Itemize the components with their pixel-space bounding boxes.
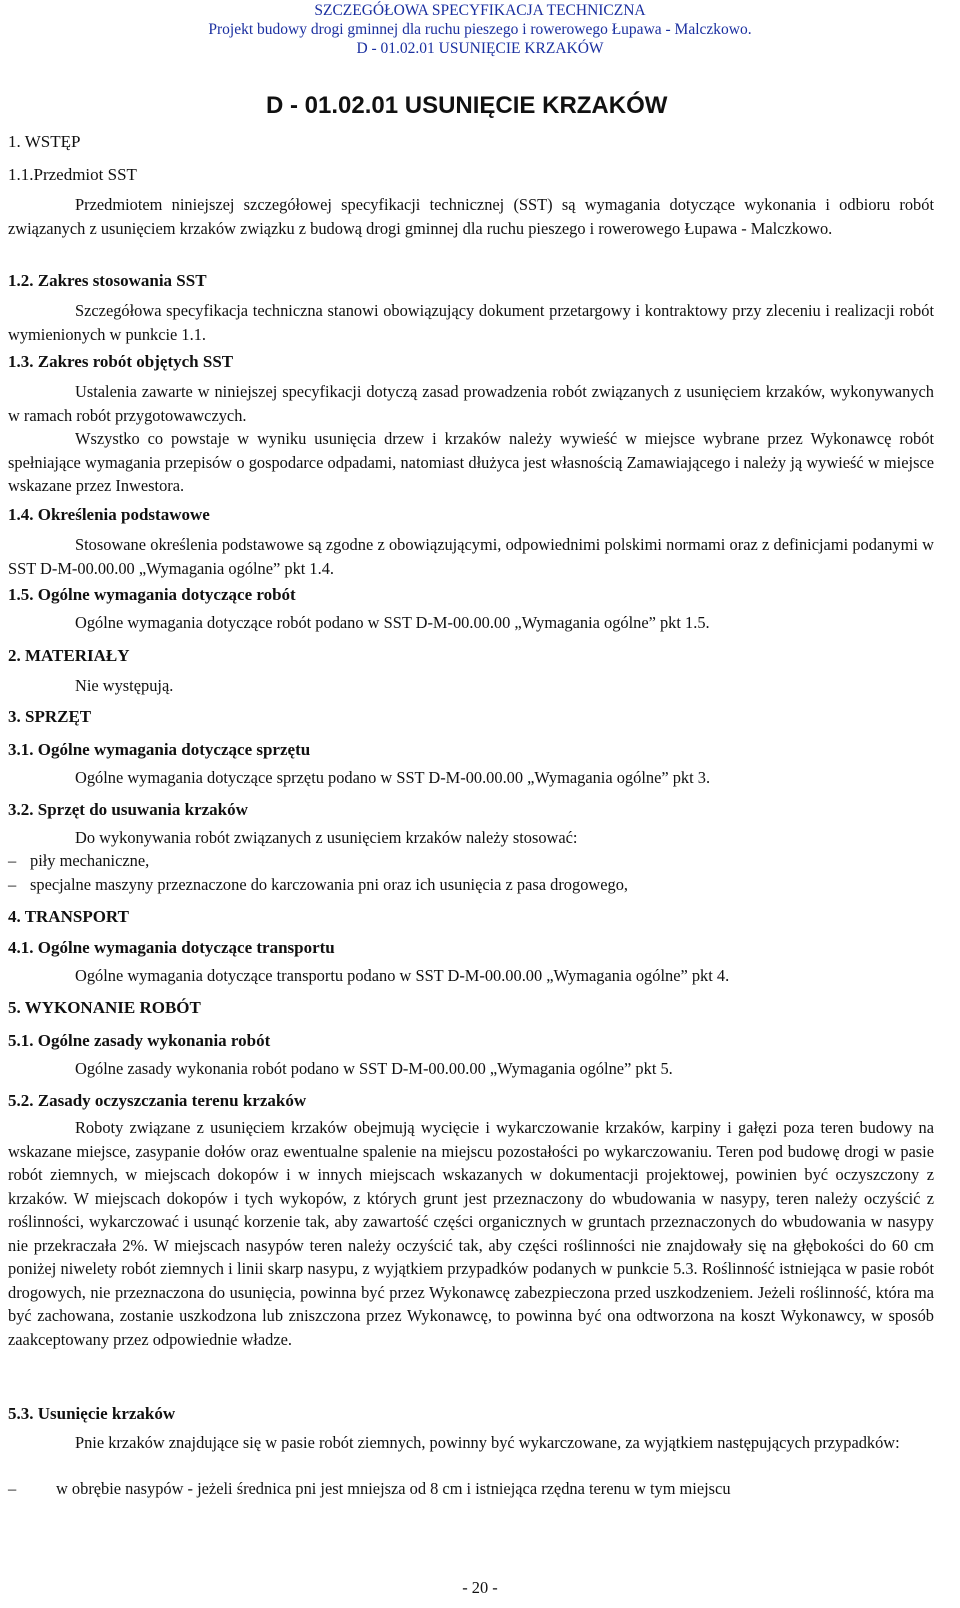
section-1-5-text: Ogólne wymagania dotyczące robót podano w SST D-M-00.00.00 „Wymagania ogólne” pkt 1.5. xyxy=(75,613,710,632)
list-item-text: specjalne maszyny przeznaczone do karczowania pni oraz ich usunięcia z pasa drogowego, xyxy=(30,875,628,894)
list-item xyxy=(8,1479,731,1499)
heading-1-1: 1.1.Przedmiot SST xyxy=(8,165,137,184)
heading-1-4: 1.4. Określenia podstawowe xyxy=(8,505,210,524)
section-2-text: Nie występują. xyxy=(75,676,174,695)
section-1-4-body xyxy=(8,533,934,580)
heading-5-2: 5.2. Zasady oczyszczania terenu krzaków xyxy=(8,1091,307,1110)
list-item-text: piły mechaniczne, xyxy=(30,851,150,870)
heading-1: 1. WSTĘP xyxy=(8,132,81,151)
section-1-2-body xyxy=(8,299,934,346)
heading-3-1: 3.1. Ogólne wymagania dotyczące sprzętu xyxy=(8,740,311,759)
heading-4: 4. TRANSPORT xyxy=(8,907,129,926)
section-1-3-body xyxy=(8,380,934,498)
heading-1-2: 1.2. Zakres stosowania SST xyxy=(8,271,207,290)
heading-4-1: 4.1. Ogólne wymagania dotyczące transportu xyxy=(8,938,335,957)
dash-bullet: – xyxy=(8,875,17,894)
document-title: D - 01.02.01 USUNIĘCIE KRZAKÓW xyxy=(266,92,668,119)
paragraph: Roboty związane z usunięciem krzaków obejmują wycięcie i wykarczowanie krzaków, karpiny i gałęzi poza teren budowy na wskazane miejsce, zasypanie dołów oraz ewentualne spalenie na miejscu pozostałości po wykarczowaniu. Teren pod budowę drogi w pasie robót ziemnych, w miejscach dokopów i w innych miejscach wskazanych w dokumentacji projektowej, powinien być oczyszczony z krzaków. W miejscach dokopów i tych wykopów, z których grunt jest przeznaczony do wbudowania w nasypy, teren należy oczyścić z roślinności, wykarczować i usunąć korzenie tak, aby zawartość części organicznych w gruntach przeznaczonych do wbudowania w nasypy nie przekraczała 2%. W miejscach nasypów teren należy oczyścić tak, aby części roślinności nie znajdowały się na głębokości do 60 cm poniżej niwelety robót ziemnych i linii skarp nasypu, z wyjątkiem przypadków podanych w punkcie 5.3. Roślinność istniejąca w pasie robót drogowych, nie przeznaczona do usunięcia, powinna być przez Wykonawcę zabezpieczona przed uszkodzeniem. Jeżeli roślinność, która ma być zachowana, zostanie uszkodzona lub zniszczona przez Wykonawcę, to powinna być ona odtworzona na koszt Wykonawcy, w sposób zaakceptowany przez odpowiednie władze. xyxy=(8,1118,934,1349)
paragraph: Ustalenia zawarte w niniejszej specyfikacji dotyczą zasad prowadzenia robót związanych z usunięciem krzaków, wykonywanych w ramach robót przygotowawczych. xyxy=(8,382,934,425)
paragraph: Przedmiotem niniejszej szczegółowej specyfikacji technicznej (SST) są wymagania dotyczące wykonania i odbioru robót związanych z usunięciem krzaków związku z budową drogi gminnej dla ruchu pieszego i rowerowego Łupawa - Malczkowo. xyxy=(8,195,934,238)
heading-1-3: 1.3. Zakres robót objętych SST xyxy=(8,352,234,371)
heading-3-2: 3.2. Sprzęt do usuwania krzaków xyxy=(8,800,248,819)
paragraph: Pnie krzaków znajdujące się w pasie robót ziemnych, powinny być wykarczowane, za wyjątkiem następujących przypadków: xyxy=(75,1433,900,1452)
header-project-name: Projekt budowy drogi gminnej dla ruchu pieszego i rowerowego Łupawa - Malczkowo. xyxy=(208,21,752,38)
page-header xyxy=(0,0,960,58)
section-1-1-body xyxy=(8,193,934,240)
page-number: - 20 - xyxy=(462,1578,498,1597)
paragraph: Wszystko co powstaje w wyniku usunięcia drzew i krzaków należy wywieść w miejsce wybrane przez Wykonawcę robót spełniające wymagania przepisów o gospodarce odpadami, natomiast dłużyca jest własnością Zamawiającego i należy ją wywieść w miejsce wskazane przez Inwestora. xyxy=(8,429,934,495)
heading-5-3: 5.3. Usunięcie krzaków xyxy=(8,1404,176,1423)
list-item-text: w obrębie nasypów - jeżeli średnica pni jest mniejsza od 8 cm i istniejąca rzędna terenu w tym miejscu xyxy=(56,1479,731,1498)
section-4-1-text: Ogólne wymagania dotyczące transportu podano w SST D-M-00.00.00 „Wymagania ogólne” pkt 4. xyxy=(75,966,730,985)
list-item xyxy=(8,851,149,871)
dash-bullet: – xyxy=(8,1479,17,1498)
header-section-code: D - 01.02.01 USUNIĘCIE KRZAKÓW xyxy=(356,40,604,57)
section-3-1-text: Ogólne wymagania dotyczące sprzętu podano w SST D-M-00.00.00 „Wymagania ogólne” pkt 3. xyxy=(75,768,711,787)
section-3-2-text: Do wykonywania robót związanych z usunięciem krzaków należy stosować: xyxy=(75,828,578,847)
paragraph: Stosowane określenia podstawowe są zgodne z obowiązującymi, odpowiednimi polskimi normami oraz z definicjami podanymi w SST D-M-00.00.00 „Wymagania ogólne” pkt 1.4. xyxy=(8,535,934,578)
dash-bullet: – xyxy=(8,851,17,870)
heading-3: 3. SPRZĘT xyxy=(8,707,92,726)
section-5-3-body xyxy=(8,1431,934,1455)
list-item xyxy=(8,875,628,895)
heading-1-5: 1.5. Ogólne wymagania dotyczące robót xyxy=(8,585,296,604)
heading-5: 5. WYKONANIE ROBÓT xyxy=(8,998,201,1017)
heading-5-1: 5.1. Ogólne zasady wykonania robót xyxy=(8,1031,271,1050)
paragraph: Szczegółowa specyfikacja techniczna stanowi obowiązujący dokument przetargowy i kontraktowy przy zleceniu i realizacji robót wymienionych w punkcie 1.1. xyxy=(8,301,934,344)
heading-2: 2. MATERIAŁY xyxy=(8,646,130,665)
header-spec-title: SZCZEGÓŁOWA SPECYFIKACJA TECHNICZNA xyxy=(314,2,646,19)
section-5-2-body xyxy=(8,1116,934,1351)
section-5-1-text: Ogólne zasady wykonania robót podano w SST D-M-00.00.00 „Wymagania ogólne” pkt 5. xyxy=(75,1059,673,1078)
